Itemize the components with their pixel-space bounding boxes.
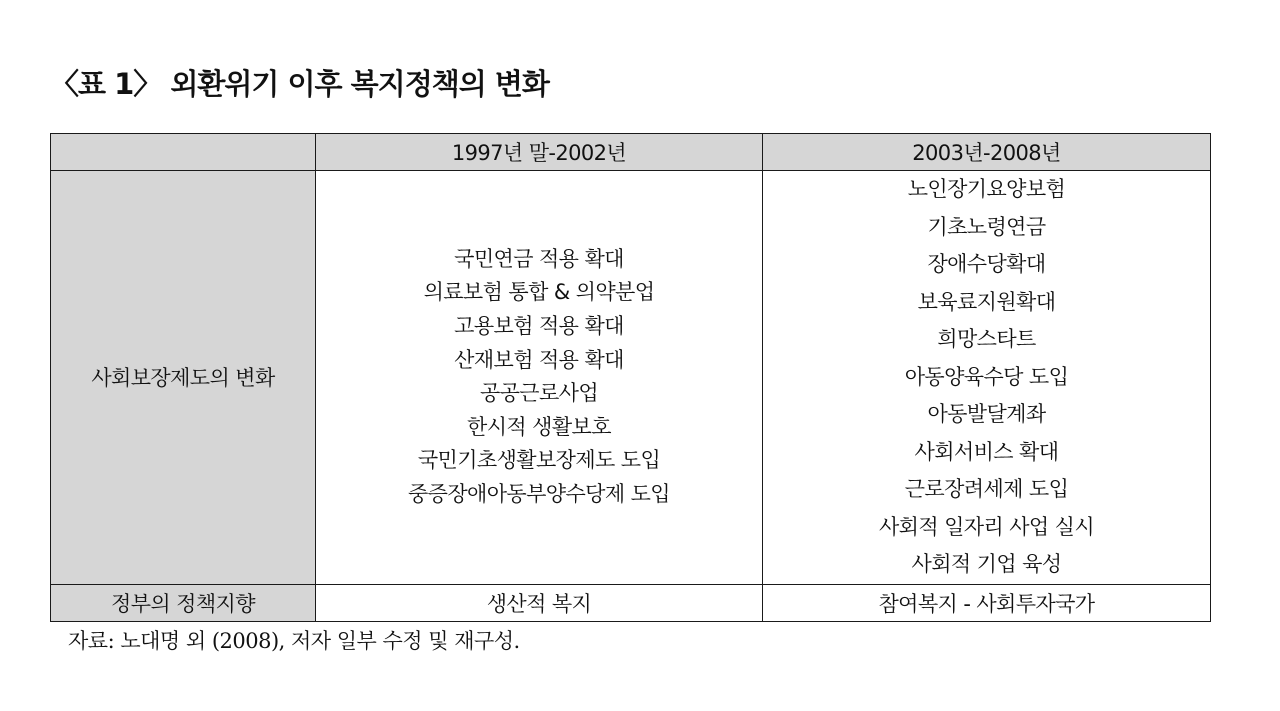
- welfare-changes-row: [51, 171, 1211, 585]
- list-item: 의료보험 통합 & 의약분업: [423, 280, 655, 305]
- header-row: [51, 134, 1211, 171]
- list-item: 산재보험 적용 확대: [454, 347, 624, 372]
- list-item: 중증장애아동부양수당제 도입: [408, 482, 670, 507]
- list-item: 한시적 생활보호: [467, 414, 611, 439]
- row-label-welfare-changes: 사회보장제도의 변화: [51, 171, 316, 585]
- list-item: 국민기초생활보장제도 도입: [417, 448, 661, 473]
- list-item: 사회적 일자리 사업 실시: [878, 514, 1095, 539]
- header-period-1997-2002: 1997년 말-2002년: [316, 134, 763, 171]
- list-item: 아동발달계좌: [927, 402, 1046, 426]
- list-item: 국민연금 적용 확대: [454, 246, 624, 271]
- welfare-changes-2003-2008-cell: [763, 171, 1211, 585]
- list-item: 공공근로사업: [479, 381, 599, 406]
- header-period-2003-2008: 2003년-2008년: [763, 134, 1211, 171]
- list-item: 노인장기요양보험: [907, 177, 1066, 201]
- policy-direction-row: [51, 584, 1211, 621]
- list-item: 장애수당확대: [927, 252, 1046, 276]
- list-item: 사회서비스 확대: [914, 439, 1059, 464]
- list-item: 고용보험 적용 확대: [454, 314, 624, 339]
- header-corner-cell: [51, 134, 316, 171]
- list-item: 보육료지원확대: [917, 289, 1056, 314]
- list-item: 사회적 기업 육성: [911, 552, 1062, 576]
- list-item: 희망스타트: [937, 327, 1036, 351]
- list-item: 기초노령연금: [927, 214, 1046, 239]
- list-item: 아동양육수당 도입: [904, 364, 1069, 389]
- welfare-changes-1997-2002-cell: [316, 171, 763, 585]
- welfare-policy-table: [50, 133, 1211, 622]
- list-2003-2008: [763, 171, 1210, 584]
- source-note: 자료: 노대명 외 (2008), 저자 일부 수정 및 재구성.: [68, 629, 520, 653]
- table-title: 〈표 1〉 외환위기 이후 복지정책의 변화: [50, 67, 549, 101]
- policy-direction-1997-2002: 생산적 복지: [316, 584, 763, 621]
- list-item: 근로장려세제 도입: [904, 477, 1069, 501]
- list-1997-2002: [316, 243, 762, 512]
- policy-direction-2003-2008: 참여복지 - 사회투자국가: [763, 584, 1211, 621]
- row-label-policy-direction: 정부의 정책지향: [51, 584, 316, 621]
